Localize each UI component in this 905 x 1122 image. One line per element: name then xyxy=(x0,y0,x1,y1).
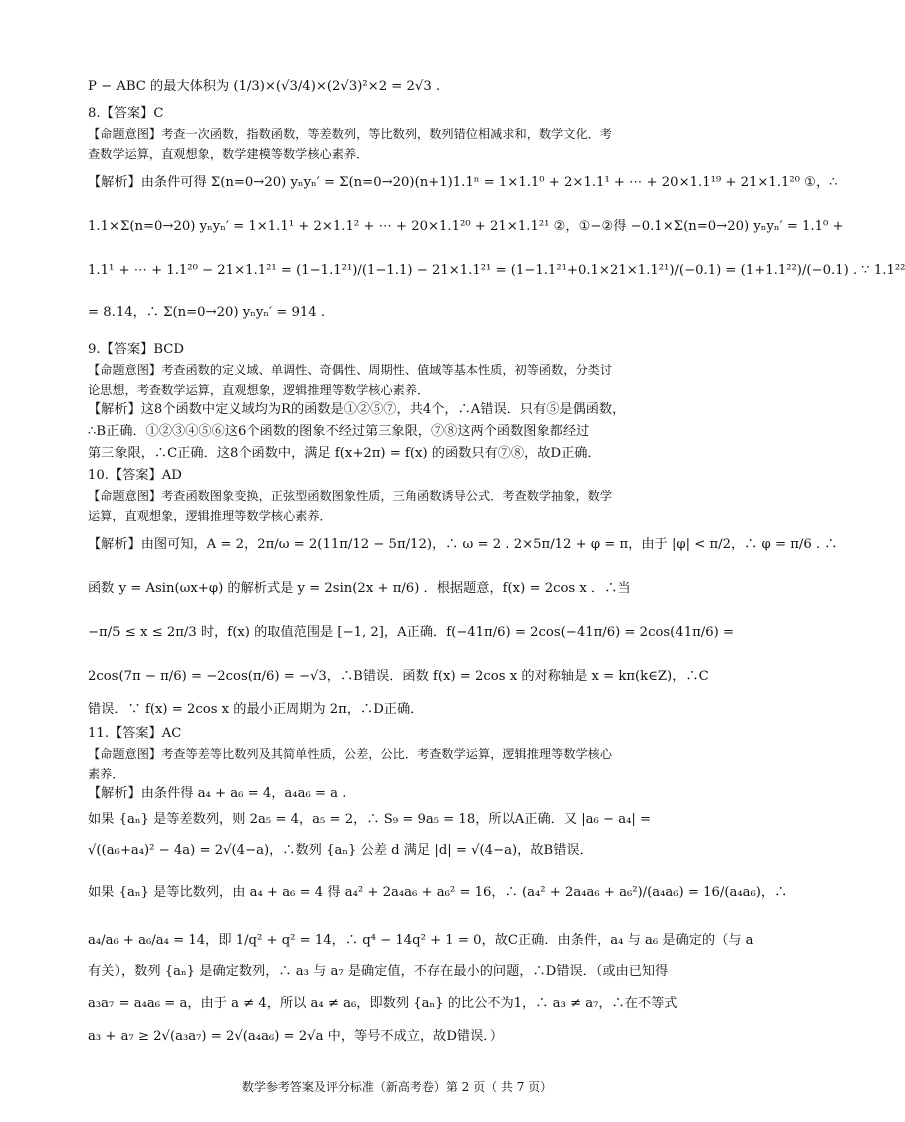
text-line: 查数学运算，直观想象，数学建模等数学核心素养． xyxy=(88,147,369,161)
text-line: √((a₆+a₄)² − 4a) = 2√(4−a)，∴数列 {aₙ} 公差 d 满足 |d| = √(4−a)，故B错误． xyxy=(88,843,593,858)
text-line: 【解析】由条件可得 Σ(n=0→20) yₙyₙ′ = Σ(n=0→20)(n+1)1.1ⁿ = 1×1.1⁰ + 2×1.1¹ + ⋯ + 20×1.1¹⁹ + 21×1.1²⁰ ①，∴ xyxy=(88,175,838,190)
text-line: 错误．∵ f(x) = 2cos x 的最小正周期为 2π，∴D正确． xyxy=(88,702,424,717)
text-line: 1.1×Σ(n=0→20) yₙyₙ′ = 1×1.1¹ + 2×1.1² + ⋯ + 20×1.1²⁰ + 21×1.1²¹ ②，①−②得 −0.1×Σ(n=0→20) yₙyₙ′ = 1.1⁰ + xyxy=(88,219,844,234)
text-line: a₃ + a₇ ≥ 2√(a₃a₇) = 2√(a₄a₆) = 2√a 中，等号不成立，故D错误．） xyxy=(88,1029,504,1044)
answer-heading-9: 9.【答案】BCD xyxy=(88,342,184,357)
text-line: 第三象限，∴C正确．这8个函数中，满足 f(x+2π) = f(x) 的函数只有⑦⑧，故D正确． xyxy=(88,446,601,461)
text-line: 1.1¹ + ⋯ + 1.1²⁰ − 21×1.1²¹ = (1−1.1²¹)/(1−1.1) − 21×1.1²¹ = (1−1.1²¹+0.1×21×1.1²¹)/(−0.1) = (1+1.1²²)/(−0.1) . ∵ 1.1²² xyxy=(88,263,905,278)
answer-heading-8: 8.【答案】C xyxy=(88,106,164,121)
text-line: 【解析】由图可知，A = 2，2π/ω = 2(11π/12 − 5π/12)，∴ ω = 2 . 2×5π/12 + φ = π，由于 |φ| < π/2，∴ φ = π/6 . ∴ xyxy=(88,537,838,552)
answer-heading-11: 11.【答案】AC xyxy=(88,726,182,741)
page-footer: 数学参考答案及评分标准（新高考卷）第 2 页（ 共 7 页） xyxy=(241,1080,553,1094)
text-line: 【命题意图】考查一次函数，指数函数，等差数列，等比数列，数列错位相减求和，数学文化．考 xyxy=(88,127,613,141)
text-line: 有关），数列 {aₙ} 是确定数列，∴ a₃ 与 a₇ 是确定值，不存在最小的问题，∴D错误．（或由已知得 xyxy=(88,964,669,979)
text-line: ∴B正确．①②③④⑤⑥这6个函数的图象不经过第三象限，⑦⑧这两个函数图象都经过 xyxy=(88,424,590,439)
text-line: 素养． xyxy=(88,767,125,781)
text-line: P − ABC 的最大体积为 (1/3)×(√3/4)×(2√3)²×2 = 2√3 . xyxy=(88,79,441,94)
text-line: 【命题意图】考查函数图象变换，正弦型函数图象性质，三角函数诱导公式．考查数学抽象，数学 xyxy=(88,489,613,503)
text-line: 运算，直观想象，逻辑推理等数学核心素养． xyxy=(88,509,332,523)
text-line: 如果 {aₙ} 是等比数列，由 a₄ + a₆ = 4 得 a₄² + 2a₄a₆ + a₆² = 16，∴ (a₄² + 2a₄a₆ + a₆²)/(a₄a₆) = 16/(a₄a₆)，∴ xyxy=(88,885,788,900)
text-line: a₄/a₆ + a₆/a₄ = 14，即 1/q² + q² = 14，∴ q⁴ − 14q² + 1 = 0，故C正确．由条件，a₄ 与 a₆ 是确定的（与 a xyxy=(88,933,754,948)
text-line: 【解析】由条件得 a₄ + a₆ = 4，a₄a₆ = a . xyxy=(88,786,347,801)
answer-heading-10: 10.【答案】AD xyxy=(88,468,182,483)
text-line: 【命题意图】考查等差等比数列及其简单性质，公差，公比．考查数学运算，逻辑推理等数学核心 xyxy=(88,747,613,761)
text-line: a₃a₇ = a₄a₆ = a，由于 a ≠ 4，所以 a₄ ≠ a₆，即数列 {aₙ} 的比公不为1，∴ a₃ ≠ a₇，∴在不等式 xyxy=(88,996,678,1011)
text-line: 【命题意图】考查函数的定义域、单调性、奇偶性、周期性、值域等基本性质，初等函数，分类讨 xyxy=(88,363,613,377)
text-line: 论思想，考查数学运算，直观想象，逻辑推理等数学核心素养． xyxy=(88,383,430,397)
text-line: −π/5 ≤ x ≤ 2π/3 时，f(x) 的取值范围是 [−1, 2]，A正确．f(−41π/6) = 2cos(−41π/6) = 2cos(41π/6) = xyxy=(88,625,734,640)
text-line: 【解析】这8个函数中定义域均为R的函数是①②⑤⑦，共4个，∴A错误．只有⑤是偶函数， xyxy=(88,402,626,417)
text-line: 函数 y = Asin(ωx+φ) 的解析式是 y = 2sin(2x + π/6) ．根据题意，f(x) = 2cos x ．∴当 xyxy=(88,581,631,596)
text-line: 2cos(7π − π/6) = −2cos(π/6) = −√3，∴B错误．函数 f(x) = 2cos x 的对称轴是 x = kπ(k∈Z)，∴C xyxy=(88,669,709,684)
text-line: 如果 {aₙ} 是等差数列，则 2a₅ = 4，a₅ = 2，∴ S₉ = 9a₅ = 18，所以A正确．又 |a₆ − a₄| = xyxy=(88,812,652,827)
text-line: = 8.14，∴ Σ(n=0→20) yₙyₙ′ = 914 . xyxy=(88,305,326,320)
